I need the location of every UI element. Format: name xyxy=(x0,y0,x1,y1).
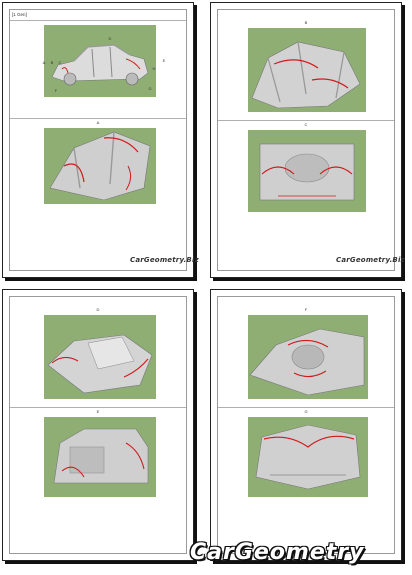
detail-illustration-C xyxy=(248,130,366,212)
watermark-small: CarGeometry.Biz xyxy=(130,256,199,264)
watermark-large: CarGeometry xyxy=(190,540,365,565)
sheet-header-tag: [1 Gen] xyxy=(12,12,27,17)
detail-illustration-D xyxy=(44,315,156,399)
panel-caption: F xyxy=(304,307,308,312)
callout-E: E xyxy=(162,58,166,63)
detail-diagram-D xyxy=(44,315,156,399)
detail-diagram-A xyxy=(44,128,156,204)
sheet-page-1-frame xyxy=(9,9,199,271)
detail-diagram-B xyxy=(248,28,366,112)
detail-illustration-G xyxy=(248,417,368,497)
callout-C: C xyxy=(58,60,62,65)
panel-caption: C xyxy=(304,122,308,127)
panel-caption: E xyxy=(96,409,100,414)
detail-diagram-C xyxy=(248,130,366,212)
detail-illustration-F xyxy=(248,315,368,399)
callout-F: F xyxy=(54,88,58,93)
panel-divider xyxy=(10,407,186,408)
sheet-page-2-frame xyxy=(217,9,405,271)
panel-caption: A xyxy=(96,120,100,125)
sheet-page-4 xyxy=(210,289,402,561)
sheet-page-3-frame xyxy=(9,296,187,554)
callout-A: A xyxy=(42,60,46,65)
callout-B: B xyxy=(50,60,54,65)
panel-divider xyxy=(218,120,394,121)
panel-caption: D xyxy=(96,307,100,312)
callout-H: H xyxy=(152,66,156,71)
header-divider xyxy=(10,20,186,21)
callout-D: D xyxy=(108,36,112,41)
sheet-page-4-frame xyxy=(217,296,395,554)
panel-caption: G xyxy=(304,409,308,414)
detail-diagram-E xyxy=(44,417,156,497)
watermark-small: CarGeometry.Biz xyxy=(336,256,405,264)
panel-divider xyxy=(10,118,186,119)
detail-illustration-E xyxy=(44,417,156,497)
detail-illustration-A xyxy=(44,128,156,204)
detail-diagram-G xyxy=(248,417,368,497)
detail-diagram-F xyxy=(248,315,368,399)
panel-divider xyxy=(218,407,394,408)
detail-illustration-B xyxy=(248,28,366,112)
callout-G: G xyxy=(148,86,152,91)
sheet-page-1 xyxy=(2,2,199,278)
sheet-page-3 xyxy=(2,289,194,561)
sheet-page-2 xyxy=(210,2,405,278)
panel-caption: B xyxy=(304,20,308,25)
